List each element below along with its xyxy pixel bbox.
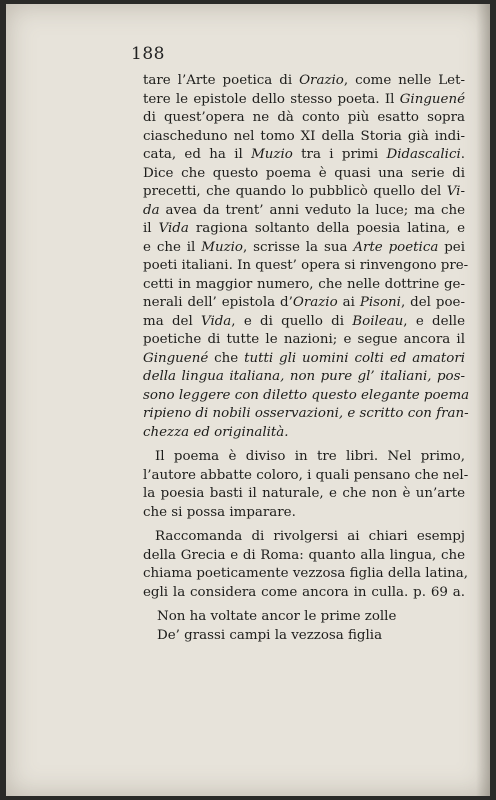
book-page (6, 4, 490, 796)
text-line: cata, ed ha il Muzio tra i primi Didascalici. (143, 147, 465, 162)
text-line: di quest’opera ne dà conto più esatto sopra (143, 110, 465, 125)
text-line: Ginguené che tutti gli uomini colti ed amatori (143, 350, 465, 366)
verse-line: De’ grassi campi la vezzosa figlia (157, 627, 383, 643)
text-line: chiama poeticamente vezzosa figlia della latina, (143, 566, 469, 581)
text-line: poetiche di tutte le nazioni; e segue ancora il (143, 332, 465, 347)
page-edge-shadow (476, 4, 490, 796)
text-line: chezza ed originalità. (143, 424, 289, 440)
text-line: nerali dell’ epistola d’Orazio ai Pisoni, del poe- (143, 295, 465, 310)
text-line: l’autore abbatte coloro, i quali pensano che nel- (143, 467, 469, 483)
text-line: Dice che questo poema è quasi una serie di (143, 165, 465, 181)
text-line: Il poema è diviso in tre libri. Nel primo, (155, 449, 465, 464)
text-line: tere le epistole dello stesso poeta. Il Ginguené (143, 91, 465, 107)
text-line: e che il Muzio, scrisse la sua Arte poetica pei (143, 239, 465, 255)
text-line: il Vida ragiona soltanto della poesia latina, e (143, 221, 465, 236)
verse-line: Non ha voltate ancor le prime zolle (157, 609, 397, 624)
text-line: ripieno di nobili osservazioni, e scritto con fran- (143, 406, 469, 421)
text-line: ma del Vida, e di quello di Boileau, e delle (143, 313, 466, 329)
body-text (143, 72, 470, 645)
text-line: che si possa imparare. (143, 504, 296, 520)
text-line: tare l’Arte poetica di Orazio, come nelle Let- (143, 73, 465, 88)
text-line: sono leggere con diletto questo elegante poema (143, 387, 470, 403)
text-line: egli la considera come ancora in culla. p. 69 a. (143, 584, 465, 600)
text-line: della Grecia e di Roma: quanto alla lingua, che (143, 547, 465, 563)
text-line: precetti, che quando lo pubblicò quello del Vi- (143, 184, 465, 199)
text-line: della lingua italiana, non pure gl’ italiani, pos- (143, 369, 465, 384)
text-line: Raccomanda di rivolgersi ai chiari esempj (155, 529, 465, 544)
text-line: cetti in maggior numero, che nelle dottrine ge- (143, 276, 465, 292)
text-line: da avea da trent’ anni veduto la luce; ma che (143, 202, 465, 218)
page-number: 188 (131, 44, 165, 64)
text-line: poeti italiani. In quest’ opera si rinvengono pre- (143, 258, 469, 273)
text-line: la poesia basti il naturale, e che non è un’arte (143, 486, 465, 501)
text-line: ciascheduno nel tomo XI della Storia già indi- (143, 128, 465, 144)
